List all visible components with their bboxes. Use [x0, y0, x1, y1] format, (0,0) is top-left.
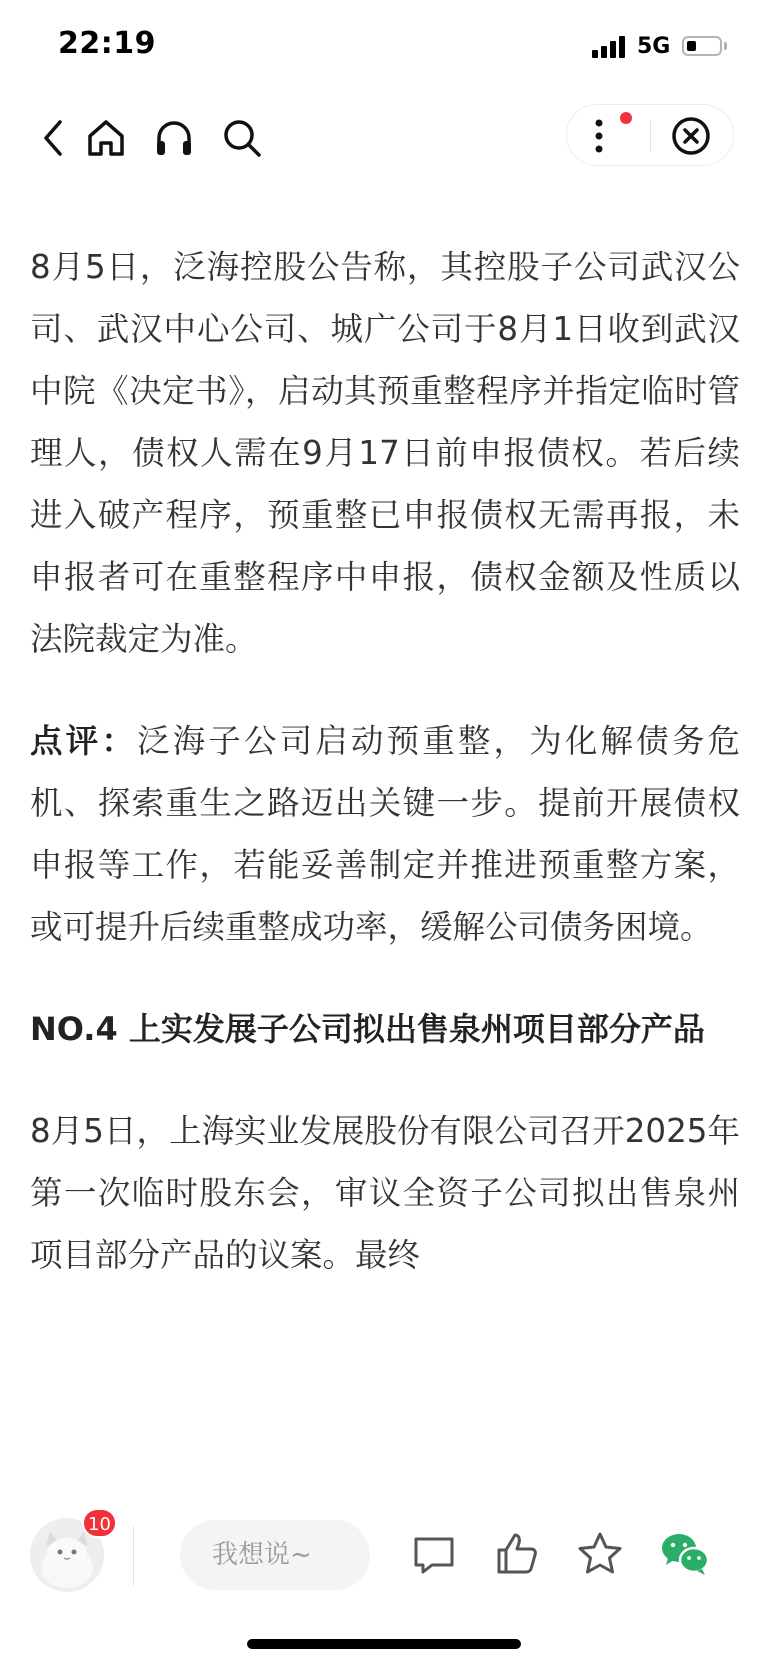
home-icon: [84, 116, 128, 160]
comment-icon: [410, 1530, 458, 1578]
network-label: 5G: [637, 34, 671, 59]
chevron-left-icon: [32, 116, 76, 160]
status-time: 22:19: [58, 26, 156, 61]
search-icon: [220, 116, 264, 160]
battery-icon: [682, 36, 722, 56]
comment-label: 点评：: [30, 722, 137, 760]
comment-input[interactable]: [180, 1520, 370, 1590]
bottom-bar: [0, 1492, 768, 1663]
comments-button[interactable]: [410, 1530, 458, 1578]
close-circle-icon: [671, 116, 711, 156]
section-heading-4: NO.4 上实发展子公司拟出售泉州项目部分产品: [30, 1010, 705, 1048]
back-button[interactable]: [32, 116, 76, 160]
close-button[interactable]: [671, 116, 711, 156]
headphones-icon: [152, 116, 196, 160]
share-wechat-button[interactable]: [660, 1530, 710, 1578]
signal-icon: [592, 36, 628, 58]
article-body: [30, 160, 740, 1490]
mini-program-capsule: [566, 104, 734, 166]
article-paragraph: 8月5日，泛海控股公告称，其控股子公司武汉公司、武汉中心公司、城广公司于8月1日收到武汉中院《决定书》，启动其预重整程序并指定临时管理人，债权人需在9月17日前申报债权。若后续进入破产程序，预重整已申报债权无需再报，未申报者可在重整程序中申报，债权金额及性质以法院裁定为准。: [30, 248, 740, 658]
star-icon: [576, 1530, 624, 1578]
unread-badge: 10: [82, 1508, 117, 1538]
comment-paragraph: [30, 710, 740, 958]
notification-dot: [620, 112, 632, 124]
status-bar: [0, 0, 768, 96]
nav-bar: [0, 96, 768, 180]
comment-text: 泛海子公司启动预重整，为化解债务危机、探索重生之路迈出关键一步。提前开展债权申报等工作，若能妥善制定并推进预重整方案，或可提升后续重整成功率，缓解公司债务困境。: [30, 722, 740, 946]
listen-button[interactable]: [152, 116, 196, 160]
home-indicator: [247, 1639, 521, 1649]
home-button[interactable]: [84, 116, 128, 160]
like-button[interactable]: [493, 1530, 541, 1578]
thumbs-up-icon: [493, 1530, 541, 1578]
favorite-button[interactable]: [576, 1530, 624, 1578]
search-button[interactable]: [220, 116, 264, 160]
article-paragraph: 8月5日，上海实业发展股份有限公司召开2025年第一次临时股东会，审议全资子公司拟出售泉州项目部分产品的议案。最终: [30, 1112, 740, 1274]
wechat-icon: [660, 1530, 710, 1578]
